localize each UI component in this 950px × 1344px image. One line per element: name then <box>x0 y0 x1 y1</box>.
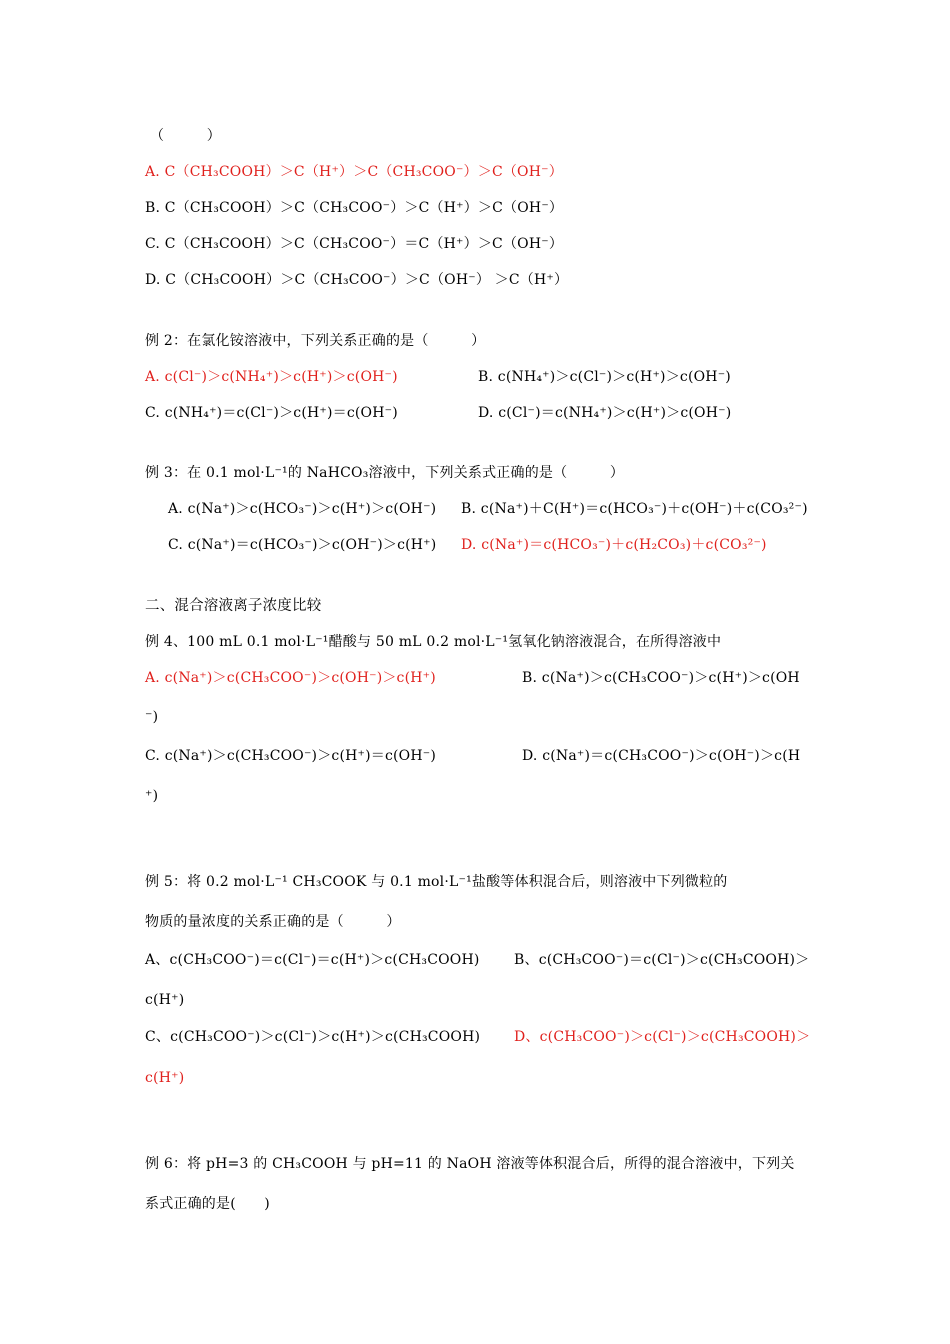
ex6-stem-line2: 系式正确的是( ) <box>145 1196 270 1212</box>
ex5-option-b: B、c(CH₃COO⁻)＝c(Cl⁻)＞c(CH₃COOH)＞ <box>514 952 810 968</box>
ex5-option-b-wrap: c(H⁺) <box>145 992 185 1008</box>
ex2-option-d: D. c(Cl⁻)＝c(NH₄⁺)＞c(H⁺)＞c(OH⁻) <box>478 405 732 421</box>
ex4-option-d: D. c(Na⁺)＝c(CH₃COO⁻)＞c(OH⁻)＞c(H <box>522 748 801 764</box>
ex3-option-d: D. c(Na⁺)＝c(HCO₃⁻)＋c(H₂CO₃)＋c(CO₃²⁻) <box>461 537 767 553</box>
q1-answer-bracket: （ ） <box>150 128 221 144</box>
ex3-option-a: A. c(Na⁺)＞c(HCO₃⁻)＞c(H⁺)＞c(OH⁻) <box>168 501 437 517</box>
ex2-option-a: A. c(Cl⁻)＞c(NH₄⁺)＞c(H⁺)＞c(OH⁻) <box>145 369 398 385</box>
ex4-option-b: B. c(Na⁺)＞c(CH₃COO⁻)＞c(H⁺)＞c(OH <box>522 670 800 686</box>
ex4-stem: 例 4、100 mL 0.1 mol·L⁻¹醋酸与 50 mL 0.2 mol·L⁻¹氢氧化钠溶液混合，在所得溶液中 <box>145 634 722 650</box>
ex4-option-b-wrap: ⁻) <box>145 709 159 725</box>
ex4-option-c: C. c(Na⁺)＞c(CH₃COO⁻)＞c(H⁺)＝c(OH⁻) <box>145 748 437 764</box>
ex5-stem-line2: 物质的量浓度的关系正确的是（ ） <box>145 914 401 930</box>
ex3-stem: 例 3：在 0.1 mol·L⁻¹的 NaHCO₃溶液中，下列关系式正确的是（ ） <box>145 465 625 481</box>
ex2-option-b: B. c(NH₄⁺)＞c(Cl⁻)＞c(H⁺)＞c(OH⁻) <box>478 369 731 385</box>
ex5-option-a: A、c(CH₃COO⁻)＝c(Cl⁻)＝c(H⁺)＞c(CH₃COOH) <box>145 952 480 968</box>
q1-option-b: B. C（CH₃COOH）＞C（CH₃COO⁻）＞C（H⁺）＞C（OH⁻） <box>145 200 564 216</box>
ex3-option-b: B. c(Na⁺)＋C(H⁺)＝c(HCO₃⁻)＋c(OH⁻)＋c(CO₃²⁻) <box>461 501 808 517</box>
ex5-option-d-wrap: c(H⁺) <box>145 1070 185 1086</box>
ex2-stem: 例 2：在氯化铵溶液中，下列关系正确的是（ ） <box>145 333 486 349</box>
q1-option-d: D. C（CH₃COOH）＞C（CH₃COO⁻）＞C（OH⁻） ＞C（H⁺） <box>145 272 569 288</box>
q1-option-c: C. C（CH₃COOH）＞C（CH₃COO⁻）＝C（H⁺）＞C（OH⁻） <box>145 236 564 252</box>
ex6-stem-line1: 例 6：将 pH=3 的 CH₃COOH 与 pH=11 的 NaOH 溶液等体积混合后，所得的混合溶液中，下列关 <box>145 1156 795 1172</box>
ex5-option-d: D、c(CH₃COO⁻)＞c(Cl⁻)＞c(CH₃COOH)＞ <box>514 1029 811 1045</box>
q1-option-a: A. C（CH₃COOH）＞C（H⁺）＞C（CH₃COO⁻）＞C（OH⁻） <box>145 164 563 180</box>
ex2-option-c: C. c(NH₄⁺)＝c(Cl⁻)＞c(H⁺)＝c(OH⁻) <box>145 405 398 421</box>
ex5-option-c: C、c(CH₃COO⁻)＞c(Cl⁻)＞c(H⁺)＞c(CH₃COOH) <box>145 1029 481 1045</box>
ex3-option-c: C. c(Na⁺)＝c(HCO₃⁻)＞c(OH⁻)＞c(H⁺) <box>168 537 437 553</box>
ex5-stem-line1: 例 5：将 0.2 mol·L⁻¹ CH₃COOK 与 0.1 mol·L⁻¹盐酸等体积混合后，则溶液中下列微粒的 <box>145 874 728 890</box>
section-title: 二、混合溶液离子浓度比较 <box>145 598 322 614</box>
ex4-option-d-wrap: ⁺) <box>145 788 159 804</box>
ex4-option-a: A. c(Na⁺)＞c(CH₃COO⁻)＞c(OH⁻)＞c(H⁺) <box>145 670 436 686</box>
